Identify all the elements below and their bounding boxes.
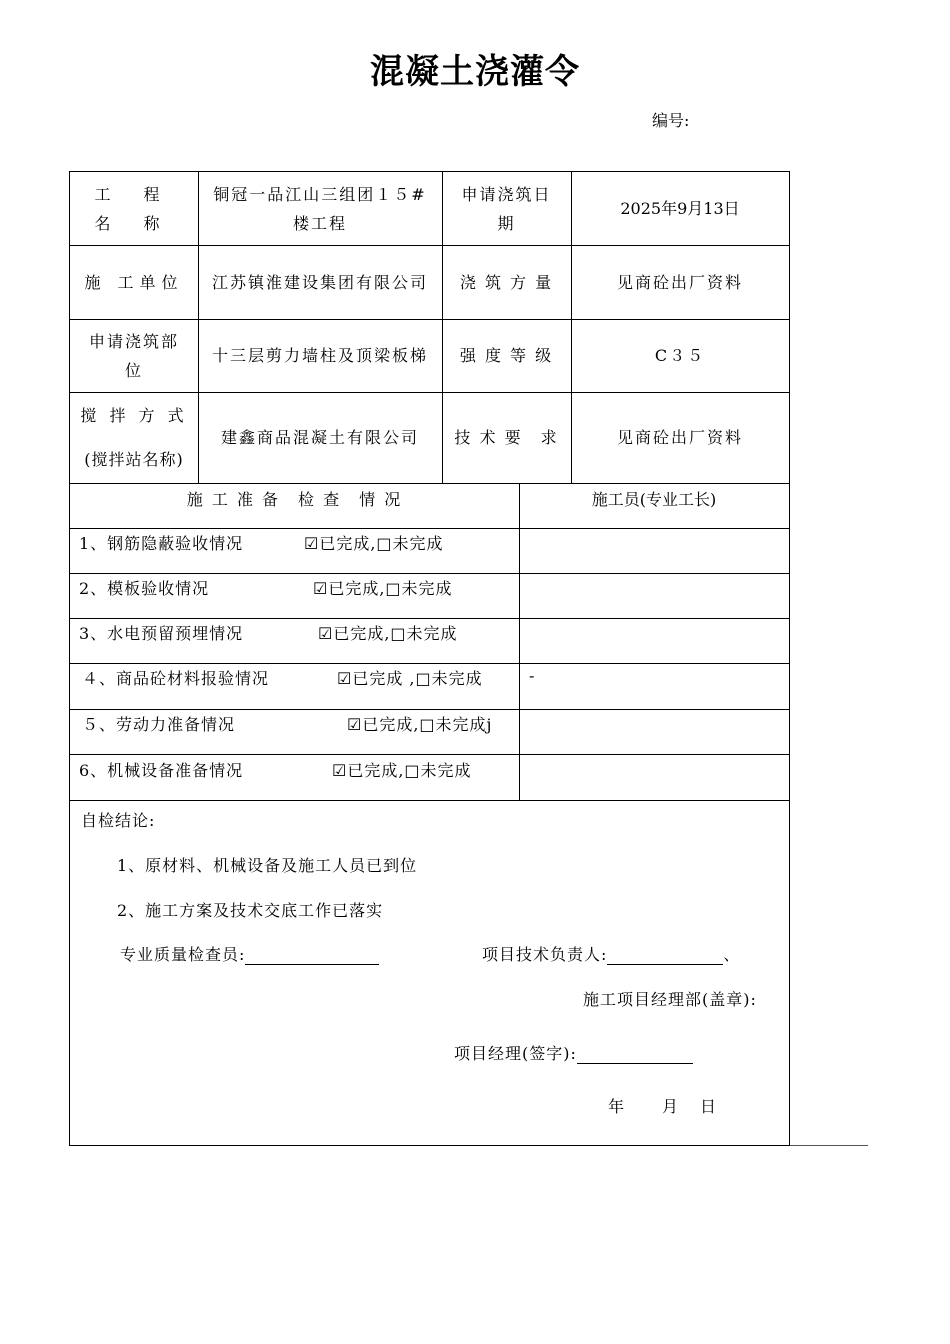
contractor-label: 施 工单位 xyxy=(84,272,184,292)
check-item-status[interactable]: ☑已完成,□未完成 xyxy=(313,579,453,598)
checks-header-left: 施 工 准 备 检 查 情 况 xyxy=(186,490,403,509)
date-month: 月 xyxy=(662,1097,680,1116)
check-item-status[interactable]: ☑已完成 ,□未完成 xyxy=(337,669,483,688)
project-name-value: 铜冠一品江山三组团１５#楼工程 xyxy=(213,184,427,233)
check-item-label: 1、钢筋隐蔽验收情况 xyxy=(79,534,244,553)
strength-label: 强 度 等 级 xyxy=(459,346,554,365)
pour-date-value: 2025年9月13日 xyxy=(620,199,740,218)
mixing-label-line2: (搅拌站名称) xyxy=(84,449,184,469)
tech-lead-suffix: 、 xyxy=(723,945,741,964)
volume-value: 见商砼出厂资料 xyxy=(616,272,743,292)
check-item-label: 6、机械设备准备情况 xyxy=(79,761,244,780)
checks-header-right: 施工员(专业工长) xyxy=(591,490,717,509)
check-item-status[interactable]: ☑已完成,□未完成 xyxy=(332,761,472,780)
contractor-value: 江苏镇淮建设集团有限公司 xyxy=(211,272,428,292)
check-item-status[interactable]: ☑已完成,□未完成 xyxy=(318,624,458,643)
tech-requirement-label: 技 术 要 求 xyxy=(454,428,559,447)
pour-part-label: 申请浇筑部位 xyxy=(88,331,179,380)
row-divider xyxy=(70,573,789,574)
pour-order-form xyxy=(69,171,790,1146)
date-day: 日 xyxy=(700,1097,718,1116)
tech-lead-signature-line[interactable] xyxy=(607,946,723,965)
row-divider xyxy=(70,709,789,710)
check-item-label: 2、模板验收情况 xyxy=(79,579,210,598)
mixing-label xyxy=(70,392,198,483)
dept-seal-label: 施工项目经理部(盖章): xyxy=(583,990,757,1009)
check-item-label: 3、水电预留预埋情况 xyxy=(79,624,244,643)
check-item-status[interactable]: ☑已完成,□未完成 xyxy=(304,534,444,553)
inspector-signature xyxy=(120,942,379,965)
pour-part-value: 十三层剪力墙柱及顶梁板梯 xyxy=(211,346,428,365)
tech-lead-label: 项目技术负责人: xyxy=(482,945,608,964)
inspector-label: 专业质量检查员: xyxy=(120,945,246,964)
pour-date-label: 申请浇筑日期 xyxy=(461,184,552,233)
strength-value: C３５ xyxy=(654,346,706,365)
row-divider xyxy=(70,800,789,801)
row-divider xyxy=(70,528,789,529)
tech-requirement-value: 见商砼出厂资料 xyxy=(616,428,743,447)
inspector-signature-line[interactable] xyxy=(245,946,379,965)
document-title: 混凝土浇灌令 xyxy=(370,52,580,92)
project-name-label: 工 程 名 称 xyxy=(94,184,174,233)
mixing-station-value: 建鑫商品混凝土有限公司 xyxy=(220,428,419,447)
check-item-label: ５、劳动力准备情况 xyxy=(82,715,236,734)
check-item-status[interactable]: ☑已完成,□未完成j xyxy=(347,715,493,734)
tech-lead-signature xyxy=(482,942,740,965)
manager-label: 项目经理(签字): xyxy=(454,1044,577,1063)
row-divider xyxy=(70,663,789,664)
volume-label: 浇 筑 方 量 xyxy=(459,272,554,292)
conclusion-line-1: 1、原材料、机械设备及施工人员已到位 xyxy=(117,856,418,875)
doc-number-label: 编号: xyxy=(652,111,690,130)
row-divider xyxy=(70,618,789,619)
manager-signature-line[interactable] xyxy=(577,1045,693,1064)
manager-signature xyxy=(454,1041,693,1064)
mixing-label-line1: 搅 拌 方 式 xyxy=(80,405,188,425)
check-item-label: ４、商品砼材料报验情况 xyxy=(82,669,270,688)
table-edge-line xyxy=(790,1145,868,1146)
conclusion-line-2: 2、施工方案及技术交底工作已落实 xyxy=(117,901,384,920)
check-item-note: - xyxy=(529,666,536,685)
date-year: 年 xyxy=(608,1097,626,1116)
col-divider xyxy=(519,483,520,800)
row-divider xyxy=(70,754,789,755)
conclusion-heading: 自检结论: xyxy=(81,811,156,830)
